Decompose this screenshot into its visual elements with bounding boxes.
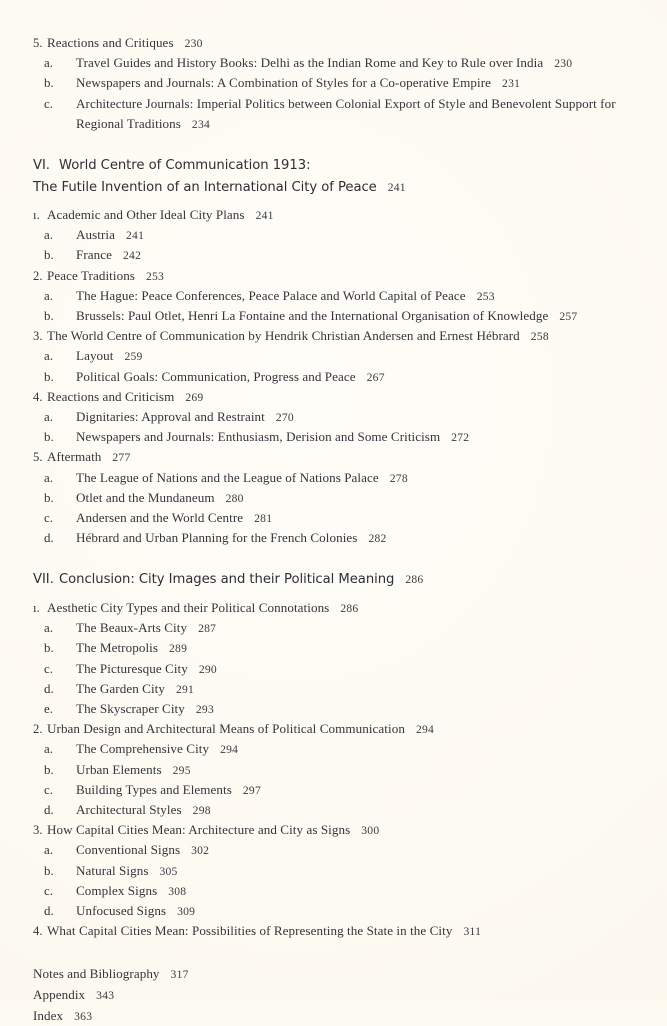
chapter-heading[interactable] [33,569,637,591]
toc-entry-title: The Hague: Peace Conferences, Peace Palace and World Capital of Peace [76,287,466,303]
toc-entry-title: Andersen and the World Centre [76,510,244,526]
toc-entry-page-number: 269 [185,390,204,404]
toc-entry-title: The Comprehensive City [76,741,210,757]
toc-entry-page-number: 281 [254,512,273,526]
toc-entry-title: What Capital Cities Mean: Possibilities of Representing the State in the City [47,923,453,939]
toc-entry-level-1[interactable] [33,387,637,407]
toc-entry-page-number: 300 [361,824,380,838]
toc-entry-number: ı. [33,600,40,615]
toc-entry-number: 3. [33,329,43,344]
toc-entry-title: Conventional Signs [76,842,181,858]
toc-entry-title: Otlet and the Mundaneum [76,489,215,505]
toc-entry-number: b. [44,762,54,777]
toc-entry-page-number: 267 [366,370,385,384]
toc-entry-level-2[interactable] [44,346,637,366]
toc-entry-page-number: 280 [225,491,244,505]
toc-entry-page-number: 295 [172,763,191,777]
toc-entry-title: Urban Design and Architectural Means of Political Communication [47,721,405,737]
toc-entry-title: The Metropolis [76,640,159,656]
chapter-numeral: VII. [33,572,54,588]
toc-entry-number: b. [44,490,54,505]
toc-entry-level-2[interactable] [44,94,637,134]
toc-entry-title: The World Centre of Communication by Hendrik Christian Andersen and Ernest Hébrard [47,328,520,344]
toc-entry-title: Building Types and Elements [76,781,232,797]
toc-entry-number: c. [44,782,54,797]
toc-entry-number: b. [44,369,54,384]
back-matter-page-number: 343 [96,989,115,1003]
toc-entry-page-number: 290 [198,662,217,676]
toc-entry-level-1[interactable] [33,820,637,840]
toc-entry-title: Architectural Styles [76,802,182,817]
toc-entry-title: Hébrard and Urban Planning for the French Colonies [76,530,358,546]
toc-entry-level-2[interactable] [44,407,637,427]
back-matter-entry[interactable] [33,985,637,1006]
toc-entry-level-2[interactable] [44,659,637,679]
toc-entry-level-2[interactable] [44,53,637,73]
toc-entry-page-number: 297 [242,783,261,797]
toc-entry-number: a. [44,228,54,243]
toc-entry-title: Aesthetic City Types and their Political Connotations [47,599,330,615]
toc-entry-level-2[interactable] [44,840,637,860]
toc-entry-level-2[interactable] [44,528,637,548]
toc-entry-title: Dignitaries: Approval and Restraint [76,409,265,425]
toc-entry-title: How Capital Cities Mean: Architecture and City as Signs [47,822,351,838]
toc-entry-page-number: 253 [145,269,165,283]
toc-entry-level-2[interactable] [44,780,637,800]
toc-entry-number: b. [44,248,54,263]
toc-entry-page-number: 272 [451,431,470,445]
spacer [33,198,637,205]
toc-entry-number: a. [44,56,54,71]
toc-entry-title: Travel Guides and History Books: Delhi as the Indian Rome and Key to Rule over India [76,55,544,71]
toc-entry-page-number: 298 [192,804,211,817]
toc-entry-page-number: 242 [123,249,142,263]
toc-entry-title: The Beaux-Arts City [76,620,188,636]
toc-entry-title: Urban Elements [76,761,162,777]
toc-entry-number: b. [44,641,54,656]
toc-entry-level-2[interactable] [44,638,637,658]
toc-entry-page-number: 241 [255,209,274,223]
toc-entry-title: The Picturesque City [76,660,188,676]
toc-entry-page-number: 257 [559,310,578,324]
toc-entry-number: b. [44,863,54,878]
toc-entry-page-number: 234 [191,117,211,131]
toc-entry-title: Architecture Journals: Imperial Politics between Colonial Export of Style and Benevolent Support for Regional Traditions [76,95,616,131]
chapter-page-number: 286 [405,573,424,587]
toc-entry-title: Newspapers and Journals: Enthusiasm, Derision and Some Criticism [76,429,441,445]
chapter-list [33,155,637,941]
toc-entry-page-number: 309 [177,905,196,919]
toc-entry-level-2[interactable] [44,468,637,488]
toc-entry-level-2[interactable] [44,225,637,245]
chapter-title-line-1: World Centre of Communication 1913: [59,158,311,174]
toc-entry-page-number: 230 [184,37,203,50]
toc-entry-title: The Garden City [76,680,165,696]
back-matter-title: Notes and Bibliography [33,966,160,982]
toc-entry-level-2[interactable] [44,679,637,699]
toc-entry-level-2[interactable] [44,427,637,447]
toc-entry-page-number: 305 [159,864,178,878]
toc-entry-level-2[interactable] [44,739,637,759]
toc-entry-number: a. [44,410,54,425]
toc-entry-number: b. [44,309,54,324]
toc-entry-level-2[interactable] [44,286,637,306]
toc-entry-number: a. [44,470,54,485]
toc-entry-level-1[interactable] [33,266,637,286]
toc-entry-level-2[interactable] [44,245,637,265]
toc-entry-level-1[interactable] [33,326,637,346]
toc-entry-level-2[interactable] [44,760,637,780]
toc-entry-number: a. [44,288,54,303]
spacer [33,548,637,569]
toc-entry-level-2[interactable] [44,488,637,508]
spacer [33,941,637,964]
toc-entry-page-number: 259 [124,350,143,364]
toc-entry-title: Aftermath [47,449,102,465]
toc-entry-page-number: 302 [191,844,210,858]
back-matter-list [33,964,637,1026]
toc-entry-number: e. [44,701,54,716]
toc-entry-title: The League of Nations and the League of Nations Palace [76,469,379,485]
toc-entry-level-2[interactable] [44,901,637,921]
toc-entry-page-number: 294 [415,723,435,737]
toc-entry-number: c. [44,511,54,526]
back-matter-entry[interactable] [33,964,637,985]
toc-entry-title: Peace Traditions [47,267,135,283]
chapter-heading-line-1 [33,569,637,591]
spacer [33,591,637,598]
toc-entry-title: Newspapers and Journals: A Combination of Styles for a Co-operative Empire [76,75,492,91]
toc-entry-number: b. [44,76,54,91]
toc-entry-number: a. [44,621,54,636]
toc-entry-number: 3. [33,823,43,838]
toc-entry-title: The Skyscraper City [76,700,185,716]
toc-entry-page-number: 270 [275,411,294,425]
toc-entry-level-2[interactable] [44,699,637,719]
chapter-title-line-2: The Futile Invention of an International City of Peace [33,179,377,195]
toc-entry-number: 5. [33,36,43,50]
spacer [33,134,637,155]
toc-entry-title: Reactions and Critiques [47,35,174,50]
chapter-heading-line-2 [33,177,637,199]
toc-entry-number: 4. [33,389,43,404]
toc-entry-level-2[interactable] [44,367,637,387]
toc-entry-number: a. [44,349,54,364]
continued-section-entries [33,33,637,134]
toc-entry-page-number: 311 [463,925,482,939]
toc-entry-page-number: 282 [368,532,387,546]
toc-entry-title: Natural Signs [76,862,149,878]
back-matter-page-number: 363 [74,1009,93,1023]
toc-entry-level-1[interactable] [33,33,637,53]
chapter-title-line-1: Conclusion: City Images and their Political Meaning [59,572,395,588]
toc-entry-page-number: 258 [530,330,549,344]
toc-entry-number: 2. [33,722,43,737]
toc-entry-page-number: 293 [195,702,214,716]
toc-entry-page-number: 286 [340,601,359,615]
toc-entry-page-number: 289 [169,642,188,656]
toc-entry-level-1[interactable] [33,205,637,225]
toc-entry-level-2[interactable] [44,73,637,93]
back-matter-entry[interactable] [33,1006,637,1026]
toc-entry-number: c. [44,661,54,676]
chapter-numeral: VI. [33,158,50,174]
chapter-heading[interactable] [33,155,637,198]
toc-entry-page-number: 231 [502,77,521,91]
toc-entry-number: ı. [33,208,40,223]
toc-entry-number: d. [44,531,54,546]
toc-entry-level-2[interactable] [44,306,637,326]
toc-entry-number: 4. [33,924,43,939]
toc-entry-number: 2. [33,268,43,283]
toc-entry-title: Reactions and Criticism [47,388,175,404]
toc-entry-number: d. [44,904,54,919]
back-matter-title: Appendix [33,987,86,1003]
toc-entry-title: Unfocused Signs [76,903,167,919]
toc-entry-number: c. [44,96,54,111]
toc-entry-level-2[interactable] [44,618,637,638]
toc-entry-number: b. [44,430,54,445]
toc-entry-level-1[interactable] [33,921,637,941]
toc-entry-title: Political Goals: Communication, Progress and Peace [76,368,356,384]
toc-entry-page-number: 230 [554,57,573,71]
toc-entry-level-1[interactable] [33,598,637,618]
toc-entry-number: c. [44,883,54,898]
toc-entry-page-number: 287 [198,622,217,636]
toc-entry-level-2[interactable] [44,881,637,901]
toc-entry-level-1[interactable] [33,719,637,739]
toc-entry-title: Layout [76,348,114,364]
toc-entry-title: Complex Signs [76,882,158,898]
toc-entry-page-number: 294 [220,743,239,757]
toc-entry-number: d. [44,803,54,817]
toc-entry-number: d. [44,681,54,696]
toc-entry-page-number: 277 [112,451,131,465]
toc-entry-level-2[interactable] [44,508,637,528]
toc-entry-page-number: 291 [175,682,195,696]
back-matter-page-number: 317 [170,968,189,982]
toc-entry-level-2[interactable] [44,800,637,820]
chapter-page-number: 241 [387,180,406,194]
toc-entry-title: Brussels: Paul Otlet, Henri La Fontaine and the International Organisation of Knowledge [76,308,549,324]
toc-entry-page-number: 308 [168,884,187,898]
chapter-heading-line-1 [33,155,637,177]
toc-entry-title: France [76,247,113,263]
toc-entry-title: Academic and Other Ideal City Plans [47,207,245,223]
toc-entry-page-number: 278 [389,471,408,485]
back-matter-title: Index [33,1007,64,1023]
toc-entry-level-2[interactable] [44,861,637,881]
toc-entry-number: 5. [33,450,43,465]
toc-entry-page-number: 253 [476,289,495,303]
toc-entry-title: Austria [76,227,116,243]
toc-entry-number: a. [44,742,54,757]
toc-entry-page-number: 241 [126,229,145,243]
toc-entry-number: a. [44,843,54,858]
toc-entry-level-1[interactable] [33,447,637,467]
